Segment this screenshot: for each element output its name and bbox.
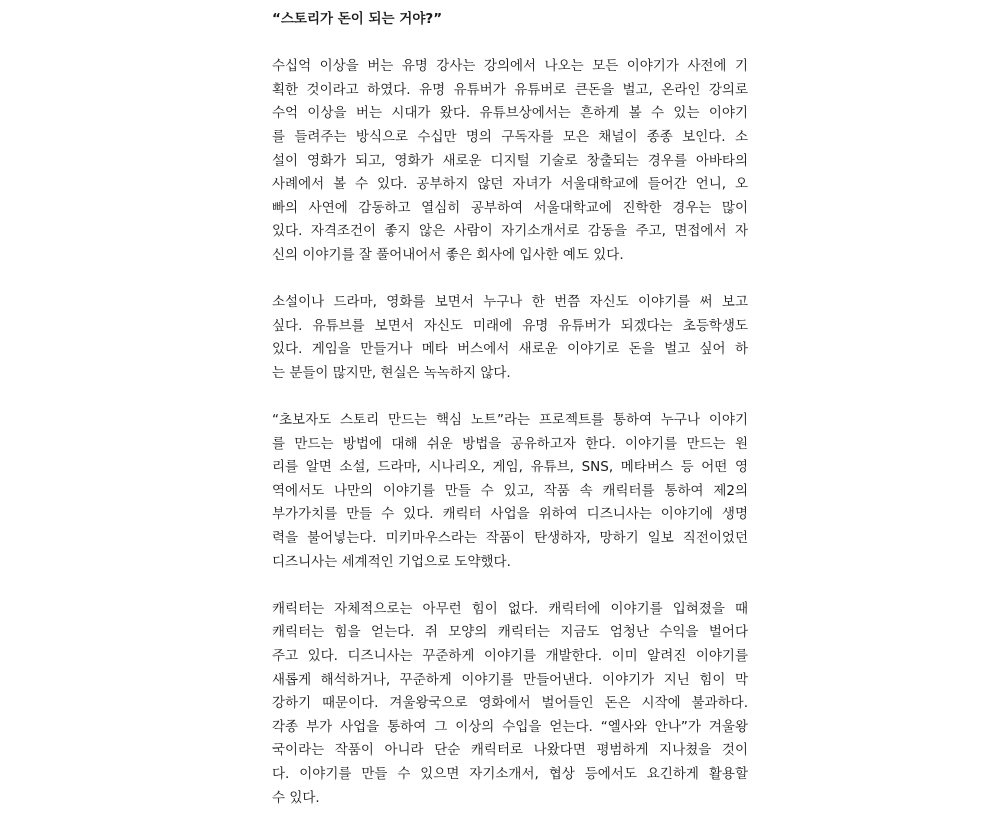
text-line: 캐릭터는 자체적으로는 아무런 힘이 없다. 캐릭터에 이야기를 입혀졌을 때 xyxy=(272,600,748,617)
text-line: 디즈니사는 세계적인 기업으로 도약했다. xyxy=(272,553,511,570)
text-line: 강하기 때문이다. 겨울왕국으로 영화에서 벌어들인 돈은 시작에 불과하다. xyxy=(272,695,748,712)
text-line: 캐릭터는 힘을 얻는다. 쥐 모양의 캐릭터는 지금도 엄청난 수익을 벌어다 xyxy=(272,624,748,641)
text-line: 설이 영화가 되고, 영화가 새로운 디지털 기술로 창출되는 경우를 아바타의 xyxy=(272,152,748,169)
text-line: 수억 이상을 버는 시대가 왔다. 유튜브상에서는 흔하게 볼 수 있는 이야기 xyxy=(272,105,748,122)
text-line: 신의 이야기를 잘 풀어내어서 좋은 회사에 입사한 예도 있다. xyxy=(272,246,624,263)
text-line: 를 만드는 방법에 대해 쉬운 방법을 공유하고자 한다. 이야기를 만드는 원 xyxy=(272,435,748,452)
text-line: 수십억 이상을 버는 유명 강사는 강의에서 나오는 모든 이야기가 사전에 기 xyxy=(272,58,748,75)
text-line: 소설이나 드라마, 영화를 보면서 누구나 한 번쯤 자신도 이야기를 써 보고 xyxy=(272,294,748,311)
paragraph-1 xyxy=(272,55,748,267)
text-line: 리를 알면 소설, 드라마, 시나리오, 게임, 유튜브, SNS, 메타버스 등 어떤 영 xyxy=(272,459,748,476)
text-line: 국이라는 작품이 아니라 단순 캐릭터로 나왔다면 평범하게 지나쳤을 것이 xyxy=(272,742,748,759)
text-line: 획한 것이라고 하였다. 유명 유튜버가 유튜버로 큰돈을 벌고, 온라인 강의로 xyxy=(272,81,748,98)
text-line: 사례에서 볼 수 있다. 공부하지 않던 자녀가 서울대학교에 들어간 언니, 오 xyxy=(272,176,748,193)
paragraph-2 xyxy=(272,291,748,385)
paragraph-4 xyxy=(272,598,748,810)
text-line: 있다. 게임을 만들거나 메타 버스에서 새로운 이야기로 돈을 벌고 싶어 하 xyxy=(272,341,748,358)
text-line: 빠의 사연에 감동하고 열심히 공부하여 서울대학교에 진학한 경우는 많이 xyxy=(272,199,748,216)
text-line: 력을 불어넣는다. 미키마우스라는 작품이 탄생하자, 망하기 일보 직전이었던 xyxy=(272,530,748,547)
text-line: 있다. 자격조건이 좋지 않은 사람이 자기소개서로 감동을 주고, 면접에서 자 xyxy=(272,223,748,240)
text-line: 는 분들이 많지만, 현실은 녹녹하지 않다. xyxy=(272,364,511,381)
paragraph-3 xyxy=(272,409,748,574)
text-line: 부가가치를 만들 수 있다. 캐릭터 사업을 위하여 디즈니사는 이야기에 생명 xyxy=(272,506,748,523)
text-line: 다. 이야기를 만들 수 있으면 자기소개서, 협상 등에서도 요긴하게 활용할 xyxy=(272,766,748,782)
text-line: 새롭게 해석하거나, 꾸준하게 이야기를 만들어낸다. 이야기가 지닌 힘이 막 xyxy=(272,671,748,688)
text-line: 를 들려주는 방식으로 수십만 명의 구독자를 모은 채널이 종종 보인다. 소 xyxy=(272,128,748,145)
text-line: 각종 부가 사업을 통하여 그 이상의 수입을 얻는다. “엘사와 안나”가 겨울왕 xyxy=(272,718,748,735)
document-page xyxy=(272,8,748,834)
document-title: “스토리가 돈이 되는 거야?” xyxy=(272,11,443,27)
text-line: 싶다. 유튜브를 보면서 자신도 미래에 유명 유튜버가 되겠다는 초등학생도 xyxy=(272,317,748,334)
text-line: “초보자도 스토리 만드는 핵심 노트”라는 프로젝트를 통하여 누구나 이야기 xyxy=(272,412,748,429)
text-line: 역에서도 나만의 이야기를 만들 수 있고, 작품 속 캐릭터를 통하여 제2의 xyxy=(272,482,748,499)
text-line: 수 있다. xyxy=(272,789,320,806)
text-line: 주고 있다. 디즈니사는 꾸준하게 이야기를 개발한다. 이미 알려진 이야기를 xyxy=(272,648,748,665)
